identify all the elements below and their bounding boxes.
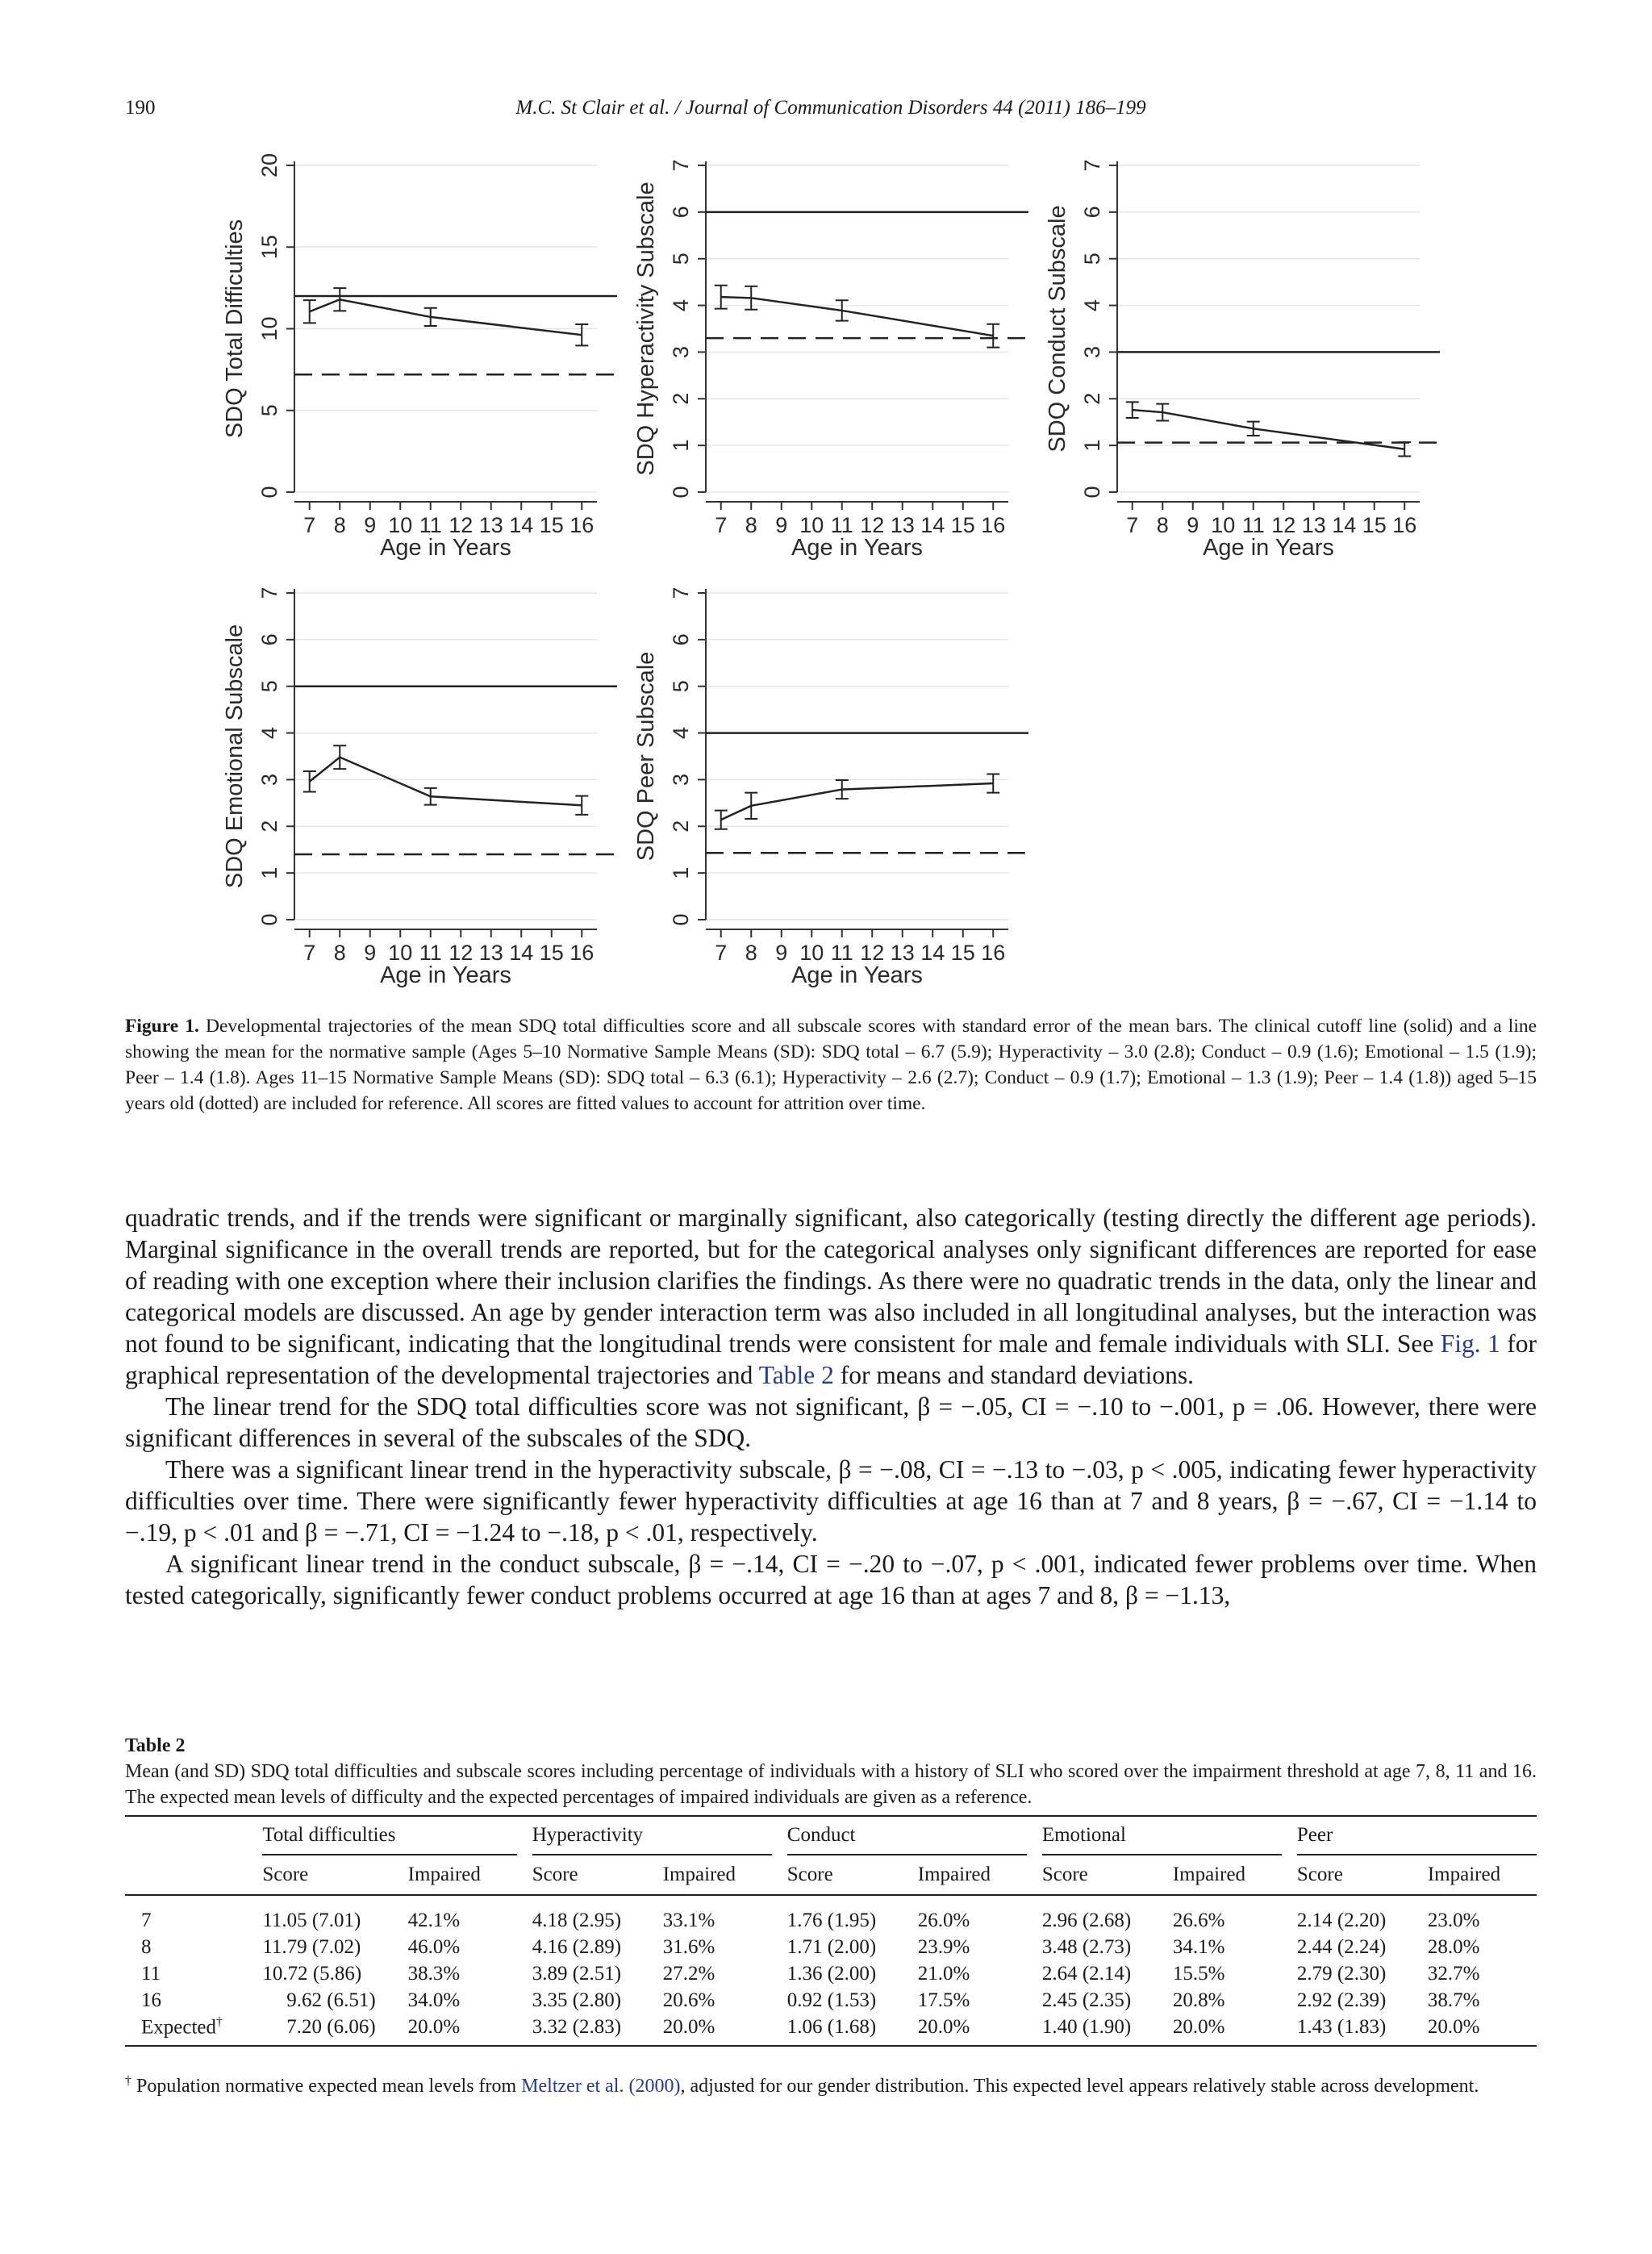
y-axis-title: SDQ Peer Subscale [633,651,659,862]
paragraph-4: A significant linear trend in the conduct subscale, β = −.14, CI = −.20 to −.07, p < .001, indicated fewer problems over time. When tested categorically, significantly fewer conduct problems occurred at age 16 than at ages 7 and 8, β = −1.13, [125,1550,1537,1609]
x-tick-label: 13 [478,941,503,965]
cell: 34.0% [407,1989,461,2011]
table-subheader: Impaired [917,1864,991,1885]
y-tick-label: 2 [1080,392,1104,405]
dagger-mark: † [216,2014,223,2029]
cell: 20.0% [407,2015,461,2038]
chart-svg-hyperactivity [629,145,1049,581]
sdq-table [125,1815,1537,2047]
table-row [125,1895,1537,1934]
y-tick-label: 2 [669,820,693,833]
error-bar [303,300,316,323]
y-tick-label: 0 [257,486,282,499]
x-tick-label: 10 [388,941,413,965]
table-description: Mean (and SD) SDQ total difficulties and subscale scores including percentage of individuals with a history of SLI who scored over the impairment threshold at age 7, 8, 11 and 16. The expected mean levels of difficulty and the expected percentages of impaired individuals are given as a reference. [125,1761,1537,1808]
table-subheader: Score [1296,1864,1343,1885]
x-axis-title: Age in Years [380,962,511,988]
x-tick-label: 10 [799,941,824,965]
cell: 4.18 (2.95) [532,1909,622,1931]
cell: 28.0% [1427,1935,1480,1958]
figure-caption [125,1013,1537,1117]
y-tick-label: 4 [1080,299,1104,312]
x-tick-label: 9 [775,513,788,537]
table-group-header: Emotional [1042,1816,1282,1855]
cell: 20.6% [662,1989,715,2011]
table-row [125,1960,1537,1987]
error-bar [333,745,346,769]
x-tick-label: 13 [890,941,915,965]
cell: 0.92 (1.53) [786,1989,877,2011]
chart-emotional [218,573,637,1008]
row-label: 11 [141,1962,161,1985]
cell: 2.92 (2.39) [1296,1989,1387,2011]
y-tick-label: 2 [257,820,282,833]
x-tick-label: 7 [715,513,728,537]
figure-caption-text: Developmental trajectories of the mean SDQ total difficulties score and all subscale scores with standard error of the mean bars. The clinical cutoff line (solid) and a line showing the mean for the normative sample (Ages 5–10 Normative Sample Means (SD): SDQ total – 6.7 (5.9); Hyperactivity – 3.0 (2.8); Conduct – 0.9 (1.6); Emotional – 1.5 (1.9); Peer – 1.4 (1.8). Ages 11–15 Normative Sample Means (SD): SDQ total – 6.3 (6.1); Hyperactivity – 2.6 (2.7); Conduct – 0.9 (1.7); Emotional – 1.3 (1.9); Peer – 1.4 (1.8)) aged 5–15 years old (dotted) are included for reference. All scores are fitted values to account for attrition over time. [125,1016,1537,1114]
y-tick-label: 6 [669,206,693,219]
cell: 2.64 (2.14) [1041,1962,1132,1985]
x-tick-label: 10 [388,513,413,537]
x-tick-label: 9 [1187,513,1199,537]
x-tick-label: 15 [539,513,564,537]
cell: 9.62 (6.51) [286,1989,376,2011]
row-label [125,2014,262,2046]
x-tick-label: 9 [364,941,377,965]
cell: 21.0% [917,1962,970,1985]
x-tick-label: 15 [950,513,975,537]
y-tick-label: 5 [669,680,693,693]
y-axis-title: SDQ Conduct Subscale [1045,205,1070,453]
table-row [125,1934,1537,1960]
cell: 4.16 (2.89) [532,1935,622,1958]
x-tick-label: 14 [509,513,534,537]
cell: 38.3% [407,1962,461,1985]
cell: 1.43 (1.83) [1296,2015,1387,2038]
y-tick-label: 5 [257,680,282,693]
table-subheader: Score [262,1864,309,1885]
cell: 15.5% [1172,1962,1225,1985]
cell: 2.14 (2.20) [1296,1909,1387,1931]
x-tick-label: 7 [1126,513,1139,537]
table-subheader: Score [786,1864,833,1885]
x-axis-title: Age in Years [1203,535,1334,561]
y-tick-label: 5 [257,404,282,417]
x-tick-label: 7 [303,941,316,965]
x-tick-label: 10 [1211,513,1236,537]
y-tick-label: 3 [1080,345,1104,358]
y-tick-label: 0 [669,486,693,499]
y-tick-label: 4 [669,727,693,740]
table-group-header: Total difficulties [262,1816,516,1855]
table-subheader: Impaired [662,1864,736,1885]
cell: 34.1% [1172,1935,1225,1958]
y-tick-label: 5 [669,253,693,265]
x-tick-label: 16 [569,513,594,537]
row-label: 7 [141,1909,152,1931]
row-label: 16 [141,1989,161,2011]
y-tick-label: 1 [669,866,693,879]
table-title [125,1733,1537,1759]
x-tick-label: 8 [745,941,757,965]
y-tick-label: 3 [669,773,693,786]
chart-svg-peer [629,573,1049,1008]
x-axis-title: Age in Years [791,535,923,561]
cell: 20.0% [662,2015,715,2038]
x-tick-label: 12 [860,513,885,537]
x-tick-label: 8 [333,513,346,537]
table-subheader: Impaired [1172,1864,1246,1885]
cell: 26.0% [917,1909,970,1931]
cell: 2.44 (2.24) [1296,1935,1387,1958]
y-axis-title: SDQ Hyperactivity Subscale [633,182,659,476]
cell: 1.76 (1.95) [786,1909,877,1931]
x-tick-label: 12 [448,941,473,965]
cell: 3.35 (2.80) [532,1989,622,2011]
x-tick-label: 14 [920,513,945,537]
chart-peer [629,573,1049,1008]
footnote-text-a: Population normative expected mean levels from [136,2076,522,2097]
x-tick-label: 15 [539,941,564,965]
cell: 3.89 (2.51) [532,1962,622,1985]
y-tick-label: 6 [1080,206,1104,219]
y-tick-label: 7 [669,159,693,172]
cell: 42.1% [407,1909,461,1931]
x-tick-label: 16 [981,513,1006,537]
y-tick-label: 7 [257,586,282,599]
x-tick-label: 12 [860,941,885,965]
cell: 31.6% [662,1935,715,1958]
paragraph-1-text-b: for graphical representation of the developmental trajectories and [125,1329,1537,1389]
cell: 23.9% [917,1935,970,1958]
y-tick-label: 0 [669,913,693,926]
x-tick-label: 11 [419,513,442,537]
y-tick-label: 0 [1080,486,1104,499]
table-title-text: Table 2 [125,1735,186,1756]
y-axis-title: SDQ Total Difficulties [222,219,248,439]
cell: 46.0% [407,1935,461,1958]
cell: 2.45 (2.35) [1041,1989,1132,2011]
x-tick-label: 7 [303,513,316,537]
table-subheader: Impaired [1427,1864,1501,1885]
row-label-text: Expected [141,2016,217,2039]
trajectory-line [310,299,582,335]
y-tick-label: 6 [669,633,693,646]
y-tick-label: 1 [1080,439,1104,452]
cell: 38.7% [1427,1989,1480,2011]
y-tick-label: 5 [1080,253,1104,265]
trajectory-line [310,758,582,806]
y-tick-label: 0 [257,913,282,926]
y-tick-label: 2 [669,392,693,405]
cell: 27.2% [662,1962,715,1985]
cell: 33.1% [662,1909,715,1931]
cell: 3.48 (2.73) [1041,1935,1132,1958]
y-tick-label: 1 [257,866,282,879]
footnote-text-b: , adjusted for our gender distribution. This expected level appears relatively stable across development. [680,2076,1479,2097]
y-tick-label: 3 [257,773,282,786]
table-row [125,1987,1537,2014]
x-tick-label: 16 [981,941,1006,965]
x-tick-label: 11 [1241,513,1265,537]
cell: 1.36 (2.00) [786,1962,877,1985]
x-tick-label: 14 [1332,513,1357,537]
chart-hyperactivity [629,145,1049,581]
chart-svg-conduct [1041,145,1460,581]
running-header [125,97,1537,129]
cell: 32.7% [1427,1962,1480,1985]
cell: 17.5% [917,1989,970,2011]
y-tick-label: 20 [257,152,282,178]
table-subheader: Score [532,1864,578,1885]
x-tick-label: 14 [920,941,945,965]
x-tick-label: 9 [364,513,377,537]
cell: 7.20 (6.06) [286,2015,376,2038]
x-tick-label: 12 [1271,513,1296,537]
x-tick-label: 14 [509,941,534,965]
y-tick-label: 7 [669,586,693,599]
y-tick-label: 4 [257,727,282,740]
x-tick-label: 11 [419,941,442,965]
cell: 2.79 (2.30) [1296,1962,1387,1985]
cell: 10.72 (5.86) [262,1962,362,1985]
table-footnote [125,2068,1537,2099]
x-tick-label: 16 [569,941,594,965]
figure-caption-label: Figure 1. [125,1016,199,1037]
trajectory-line [721,297,994,336]
y-tick-label: 10 [257,316,282,341]
page-number: 190 [125,97,156,119]
y-tick-label: 7 [1080,159,1104,172]
meltzer-citation-link[interactable]: Meltzer et al. (2000) [521,2076,681,2097]
y-tick-label: 6 [257,633,282,646]
cell: 3.32 (2.83) [532,2015,622,2038]
table-subheader: Score [1041,1864,1088,1885]
x-tick-label: 9 [775,941,788,965]
cell: 20.0% [1172,2015,1225,2038]
cell: 1.71 (2.00) [786,1935,877,1958]
cell: 20.8% [1172,1989,1225,2011]
cell: 23.0% [1427,1909,1480,1931]
journal-citation: M.C. St Clair et al. / Journal of Communication Disorders 44 (2011) 186–199 [515,97,1146,119]
x-axis-title: Age in Years [791,962,923,988]
cell: 20.0% [1427,2015,1480,2038]
x-tick-label: 7 [715,941,728,965]
x-tick-label: 8 [1156,513,1169,537]
x-tick-label: 11 [830,513,853,537]
row-label: 8 [141,1935,152,1958]
y-tick-label: 4 [669,299,693,312]
x-tick-label: 12 [448,513,473,537]
cell: 1.40 (1.90) [1041,2015,1132,2038]
x-tick-label: 13 [890,513,915,537]
figure-1 [218,145,1444,1000]
table-group-header: Conduct [787,1816,1027,1855]
paragraph-1 [125,1202,1537,1391]
table-group-header: Hyperactivity [532,1816,772,1855]
chart-total-difficulties [218,145,637,581]
cell: 2.96 (2.68) [1041,1909,1132,1931]
paragraph-2: The linear trend for the SDQ total difficulties score was not significant, β = −.05, CI = −.10 to −.001, p = .06. However, there were significant differences in several of the subscales of the SDQ. [125,1392,1537,1452]
chart-svg-total [218,145,637,581]
chart-svg-emotional [218,573,637,1008]
x-tick-label: 13 [1301,513,1326,537]
x-tick-label: 13 [478,513,503,537]
paragraph-1-text-a: quadratic trends, and if the trends were significant or marginally significant, also categorically (testing directly the different age periods). Marginal significance in the overall trends are reported, but for the categorical analyses only significant differences are reported for ease of reading with one exception where their inclusion clarifies the findings. As there were no quadratic trends in the data, only the linear and categorical models are discussed. An age by gender interaction term was also included in all longitudinal analyses, but the interaction was not found to be significant, indicating that the longitudinal trends were consistent for male and female individuals with SLI. See [125,1204,1537,1358]
cell: 26.6% [1172,1909,1225,1931]
table-2-link[interactable]: Table 2 [758,1361,834,1389]
cell: 11.79 (7.02) [262,1935,361,1958]
x-tick-label: 15 [950,941,975,965]
error-bar [303,771,316,791]
cell: 20.0% [917,2015,970,2038]
x-tick-label: 15 [1362,513,1387,537]
cell: 1.06 (1.68) [786,2015,877,2038]
paragraph-3: There was a significant linear trend in the hyperactivity subscale, β = −.08, CI = −.13 to −.03, p < .005, indicating fewer hyperactivity difficulties over time. There were significantly fewer hyperactivity difficulties at age 16 than at 7 and 8 years, β = −.67, CI = −1.14 to −.19, p < .01 and β = −.71, CI = −1.24 to −.18, p < .01, respectively. [125,1455,1537,1546]
body-text [125,1202,1537,1611]
table-subheader: Impaired [407,1864,481,1885]
fig-1-link[interactable]: Fig. 1 [1440,1329,1500,1358]
x-axis-title: Age in Years [380,535,511,561]
y-tick-label: 15 [257,235,282,260]
footnote-dagger: † [125,2074,131,2088]
cell: 11.05 (7.01) [262,1909,361,1931]
x-tick-label: 16 [1392,513,1417,537]
y-axis-title: SDQ Emotional Subscale [222,624,248,889]
x-tick-label: 8 [745,513,757,537]
table-group-header: Peer [1297,1816,1537,1855]
y-tick-label: 1 [669,439,693,452]
x-tick-label: 8 [333,941,346,965]
x-tick-label: 10 [799,513,824,537]
paragraph-1-text-c: for means and standard deviations. [833,1361,1194,1389]
trajectory-line [721,783,994,820]
y-tick-label: 3 [669,345,693,358]
table-row [125,2014,1537,2046]
x-tick-label: 11 [830,941,853,965]
chart-conduct [1041,145,1460,581]
